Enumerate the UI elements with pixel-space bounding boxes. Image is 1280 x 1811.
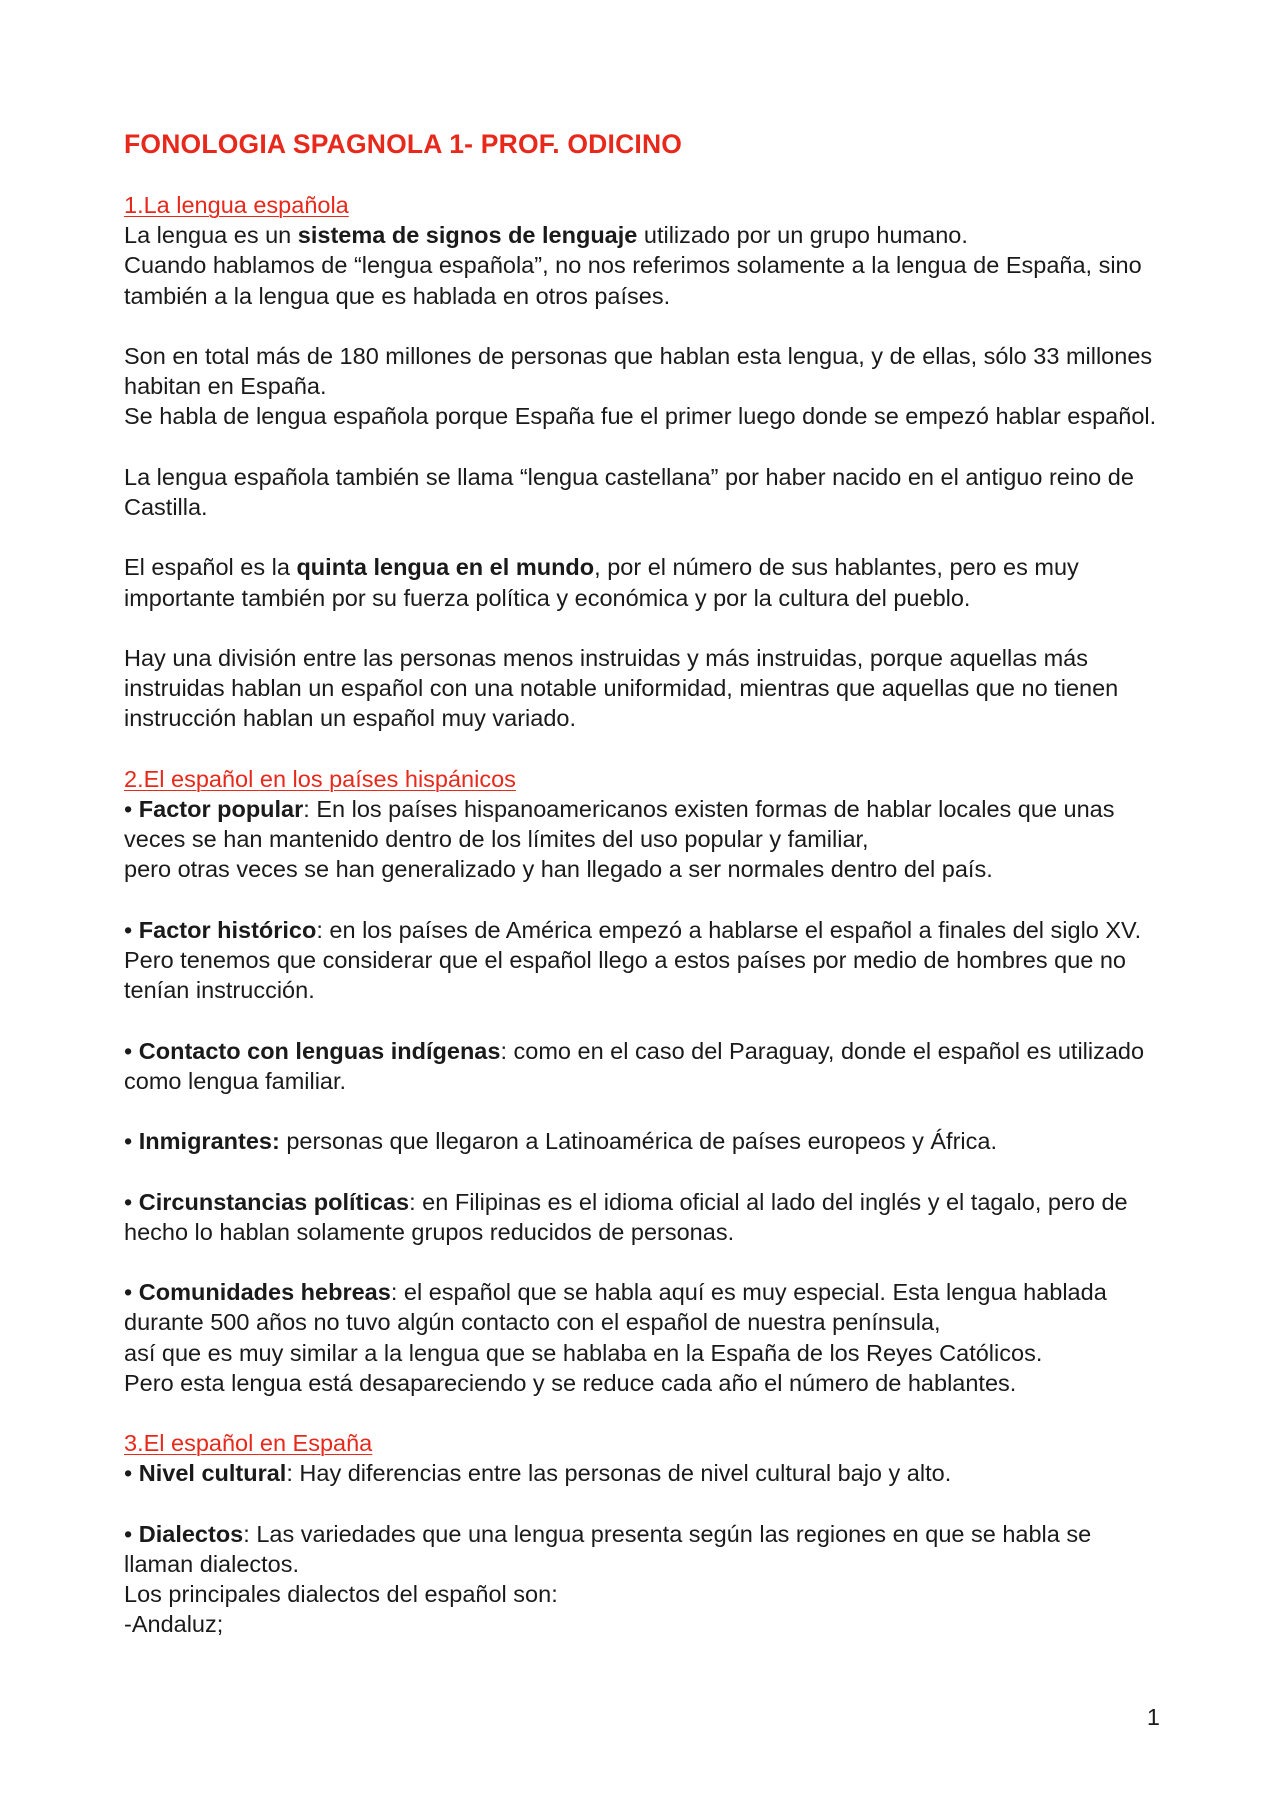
page-number: 1 xyxy=(1146,1704,1160,1730)
bullet-item: • Inmigrantes: personas que llegaron a Latinoamérica de países europeos y África. xyxy=(124,1128,997,1155)
section-1 xyxy=(124,190,1160,734)
paragraph: La lengua española también se llama “lengua castellana” por haber nacido en el antiguo reino de Castilla. xyxy=(124,463,1134,520)
bullet-item: • Circunstancias políticas: en Filipinas es el idioma oficial al lado del inglés y el tagalo, pero de hecho lo hablan solamente grupos reducidos de personas. xyxy=(124,1188,1128,1245)
bullet-item: • Factor histórico: en los países de América empezó a hablarse el español a finales del siglo XV. Pero tenemos que considerar que el español llego a estos países por medio de hombres que no tenían instrucción. xyxy=(124,916,1142,1004)
section-2 xyxy=(124,764,1160,1398)
bullet-item: • Contacto con lenguas indígenas: como en el caso del Paraguay, donde el español es utilizado como lengua familiar. xyxy=(124,1037,1145,1094)
paragraph: Hay una división entre las personas menos instruidas y más instruidas, porque aquellas más instruidas hablan un español con una notable uniformidad, mientras que aquellas que no tienen instrucción hablan un español muy variado. xyxy=(124,644,1119,732)
section-heading: 3.El español en España xyxy=(124,1430,373,1457)
paragraph: El español es la quinta lengua en el mundo, por el número de sus hablantes, pero es muy importante también por su fuerza política y económica y por la cultura del pueblo. xyxy=(124,554,1079,611)
paragraph: La lengua es un sistema de signos de lenguaje utilizado por un grupo humano. Cuando hablamos de “lengua española”, no nos referimos solamente a la lengua de España, sino también a la lengua que es hablada en otros países. xyxy=(124,222,1142,309)
bullet-item: • Nivel cultural: Hay diferencias entre las personas de nivel cultural bajo y alto. xyxy=(124,1460,952,1487)
section-3 xyxy=(124,1428,1160,1639)
bullet-item: • Factor popular: En los países hispanoamericanos existen formas de hablar locales que unas veces se han mantenido dentro de los límites del uso popular y familiar, pero otras veces se han generalizado y han llegado a ser normales dentro del país. xyxy=(124,795,1115,883)
section-heading: 2.El español en los países hispánicos xyxy=(124,765,516,792)
section-heading: 1.La lengua española xyxy=(124,192,349,218)
bullet-item: • Dialectos: Las variedades que una lengua presenta según las regiones en que se habla se llaman dialectos. Los principales dialectos del español son: -Andaluz; xyxy=(124,1520,1092,1638)
bullet-item: • Comunidades hebreas: el español que se habla aquí es muy especial. Esta lengua hablada durante 500 años no tuvo algún contacto con el español de nuestra península, así que es muy similar a la lengua que se hablaba en la España de los Reyes Católicos. Pero esta lengua está desapareciendo y se reduce cada año el número de hablantes. xyxy=(124,1279,1107,1396)
document-title: FONOLOGIA SPAGNOLA 1- PROF. ODICINO xyxy=(124,129,683,159)
paragraph: Son en total más de 180 millones de personas que hablan esta lengua, y de ellas, sólo 33 millones habitan en España. Se habla de lengua española porque España fue el primer luego donde se empezó hablar español. xyxy=(124,343,1157,430)
